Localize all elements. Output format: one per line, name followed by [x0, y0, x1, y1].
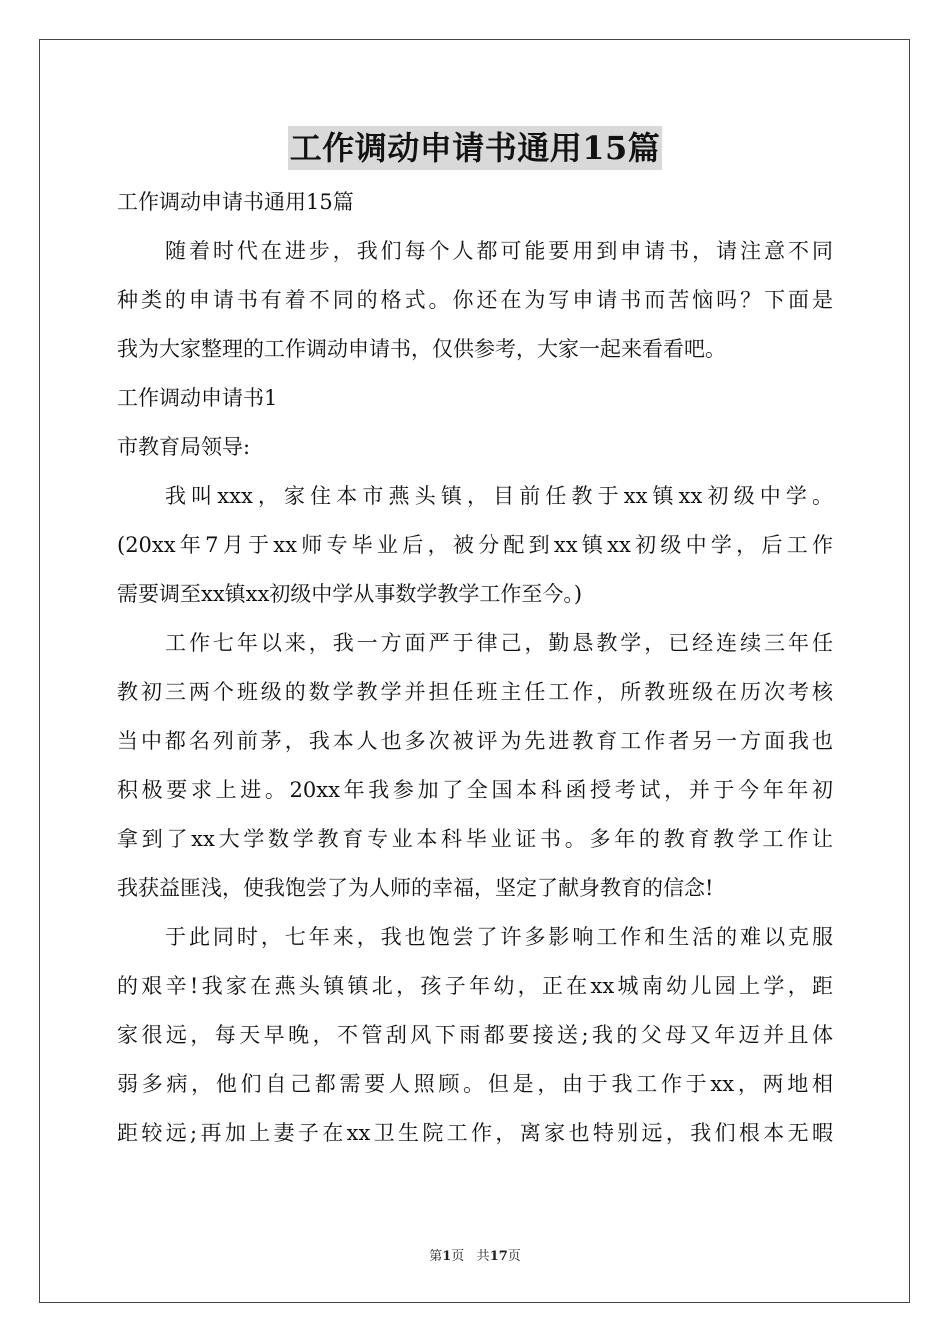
page-suffix: 页 — [451, 1249, 465, 1264]
page-prefix: 第 — [429, 1249, 443, 1264]
paragraph-line: 家很远，每天早晚，不管刮风下雨都要接送;我的父母又年迈并且体 — [117, 1023, 833, 1047]
paragraph-line: 种类的申请书有着不同的格式。你还在为写申请书而苦恼吗？下面是 — [117, 288, 833, 312]
total-suffix: 页 — [507, 1249, 521, 1264]
paragraph-line: 的艰辛!我家在燕头镇镇北，孩子年幼，正在xx城南幼儿园上学，距 — [117, 974, 833, 998]
document-title: 工作调动申请书通用15篇 — [288, 126, 663, 170]
page-number: 1 — [442, 1249, 452, 1264]
title-wrap — [0, 126, 950, 170]
paragraph-line: 弱多病，他们自己都需要人照顾。但是，由于我工作于xx，两地相 — [117, 1072, 833, 1096]
page-footer — [0, 1245, 950, 1264]
paragraph-line: 拿到了xx大学数学教育专业本科毕业证书。多年的教育教学工作让 — [117, 827, 833, 851]
paragraph-line: 距较远;再加上妻子在xx卫生院工作，离家也特别远，我们根本无暇 — [117, 1121, 833, 1145]
paragraph-line: 于此同时，七年来，我也饱尝了许多影响工作和生活的难以克服 — [165, 925, 833, 949]
paragraph-line: 随着时代在进步，我们每个人都可能要用到申请书，请注意不同 — [165, 239, 833, 263]
total-prefix: 共 — [476, 1249, 490, 1264]
paragraph-line: (20xx年7月于xx师专毕业后，被分配到xx镇xx初级中学，后工作 — [117, 533, 833, 557]
paragraph-line: 需要调至xx镇xx初级中学从事数学教学工作至今。) — [117, 582, 583, 606]
paragraph-line: 教初三两个班级的数学教学并担任班主任工作，所教班级在历次考核 — [117, 680, 833, 704]
paragraph-line: 我获益匪浅，使我饱尝了为人师的幸福，坚定了献身教育的信念! — [117, 876, 714, 900]
paragraph-line: 工作七年以来，我一方面严于律己，勤恳教学，已经连续三年任 — [165, 631, 833, 655]
paragraph-line: 积极要求上进。20xx年我参加了全国本科函授考试，并于今年年初 — [117, 778, 833, 802]
paragraph-line: 我叫xxx，家住本市燕头镇，目前任教于xx镇xx初级中学。 — [165, 484, 833, 508]
paragraph-line: 我为大家整理的工作调动申请书，仅供参考，大家一起来看看吧。 — [117, 337, 726, 361]
salutation: 市教育局领导: — [117, 435, 251, 459]
subtitle-line: 工作调动申请书通用15篇 — [117, 190, 354, 214]
paragraph-line: 当中都名列前茅，我本人也多次被评为先进教育工作者另一方面我也 — [117, 729, 833, 753]
document-body — [117, 178, 833, 1158]
section-heading: 工作调动申请书1 — [117, 386, 278, 410]
total-pages: 17 — [489, 1249, 508, 1264]
